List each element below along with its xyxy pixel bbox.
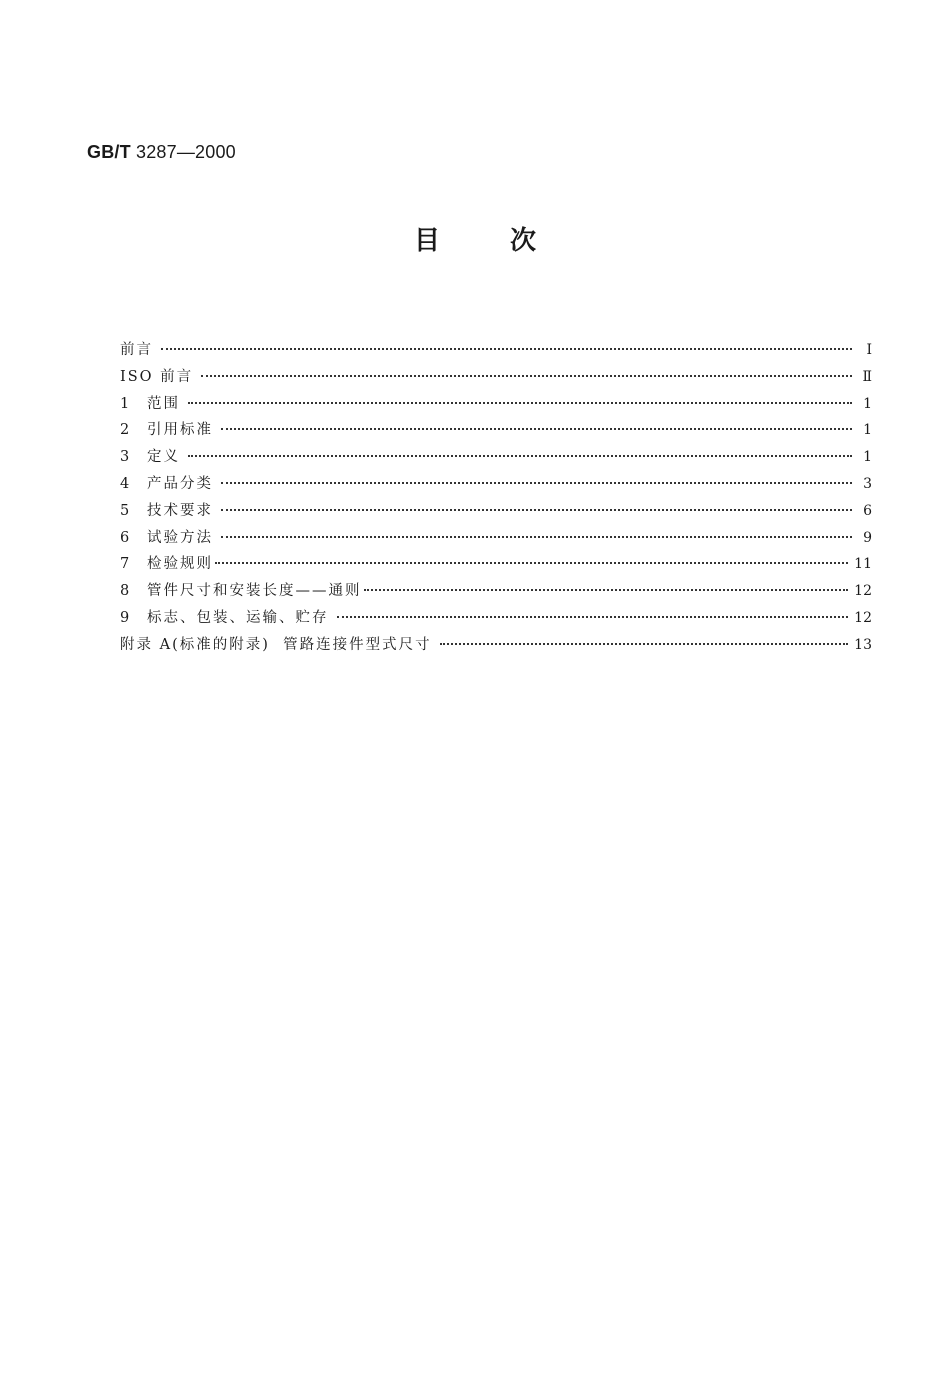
toc-entry-label: 前言 <box>120 342 153 358</box>
toc-entry-page: 12 <box>854 583 872 600</box>
toc-entry-number: 5 <box>120 502 130 519</box>
toc-entry-page: 1 <box>863 422 872 439</box>
toc-entry-label: 标志、包装、运输、贮存 <box>147 609 329 626</box>
standard-code <box>87 142 236 163</box>
dot-leader <box>221 482 852 484</box>
toc-entry-page: 11 <box>854 556 872 573</box>
toc-entry-label: 技术要求 <box>147 502 213 519</box>
dot-leader <box>337 616 849 618</box>
toc-entry-label: 定义 <box>147 449 180 466</box>
toc-entry-page: 13 <box>854 636 872 653</box>
toc-entry-marking-packaging[interactable] <box>120 606 872 633</box>
toc-entry-page: 12 <box>854 609 872 626</box>
toc-entry-number: 3 <box>120 449 130 466</box>
dot-leader <box>221 428 852 430</box>
toc-entry-number: 2 <box>120 422 130 439</box>
toc-entry-number: 1 <box>120 395 130 412</box>
dot-leader <box>215 562 848 564</box>
dot-leader <box>364 589 849 591</box>
toc-entry-foreword[interactable] <box>120 338 872 365</box>
standard-code-prefix: GB/T <box>87 142 136 162</box>
toc-entry-scope[interactable] <box>120 392 872 419</box>
toc-entry-classification[interactable] <box>120 472 872 499</box>
dot-leader <box>221 536 852 538</box>
toc-entry-number: 7 <box>120 556 130 573</box>
toc-entry-test-methods[interactable] <box>120 526 872 553</box>
dot-leader <box>188 455 852 457</box>
toc-entry-number: 4 <box>120 475 130 492</box>
toc-entry-page: 3 <box>863 475 872 492</box>
toc-entry-page: Ⅱ <box>862 368 872 385</box>
page-title: 目次 <box>413 226 606 256</box>
toc-entry-definitions[interactable] <box>120 445 872 472</box>
toc-entry-page: 6 <box>863 502 872 519</box>
toc-entry-label: ISO 前言 <box>120 368 194 385</box>
toc-entry-label: 试验方法 <box>147 529 213 546</box>
toc-entry-page: I <box>866 342 872 358</box>
toc-entry-label: 附录 A(标准的附录) 管路连接件型式尺寸 <box>120 636 432 653</box>
toc-entry-references[interactable] <box>120 418 872 445</box>
dot-leader <box>201 375 852 377</box>
toc-entry-inspection-rules[interactable] <box>120 552 872 579</box>
toc-entry-page: 1 <box>863 395 872 412</box>
toc-entry-requirements[interactable] <box>120 499 872 526</box>
dot-leader <box>440 643 849 645</box>
toc-entry-number: 8 <box>120 583 130 600</box>
toc-entry-label: 引用标准 <box>147 422 213 439</box>
dot-leader <box>188 402 852 404</box>
toc-entry-number: 6 <box>120 529 130 546</box>
toc-entry-fitting-dimensions[interactable] <box>120 579 872 606</box>
table-of-contents <box>120 338 872 660</box>
toc-entry-appendix-a[interactable] <box>120 633 872 660</box>
toc-entry-label: 产品分类 <box>147 475 213 492</box>
toc-entry-label: 范围 <box>147 395 180 412</box>
toc-entry-number: 9 <box>120 609 130 626</box>
toc-entry-label: 检验规则 <box>147 556 213 573</box>
standard-code-number: 3287—2000 <box>136 142 236 162</box>
toc-entry-page: 1 <box>863 449 872 466</box>
toc-entry-label: 管件尺寸和安装长度——通则 <box>147 583 362 600</box>
dot-leader <box>161 348 852 350</box>
dot-leader <box>221 509 852 511</box>
toc-entry-iso-foreword[interactable] <box>120 365 872 392</box>
toc-entry-page: 9 <box>863 529 872 546</box>
